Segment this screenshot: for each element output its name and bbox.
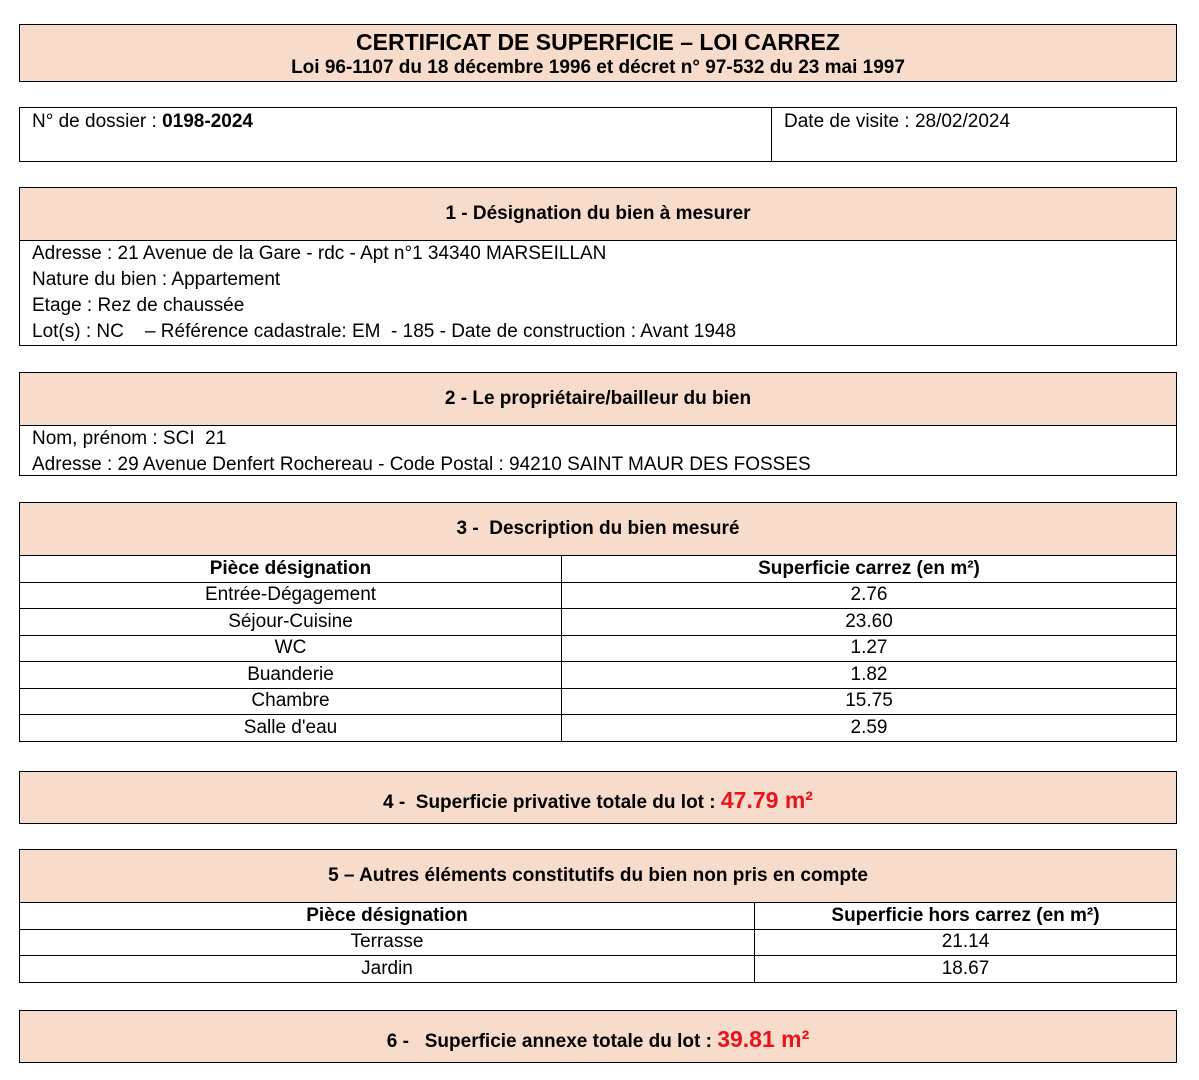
annex-total-value: 39.81 m² (717, 1026, 810, 1052)
section-private-total (19, 771, 1177, 824)
section-2-body (20, 426, 1176, 478)
section-1-title: 1 - Désignation du bien à mesurer (20, 188, 1176, 241)
section-description (19, 502, 1177, 555)
owner-name: Nom, prénom : SCI 21 (32, 428, 227, 449)
table-row (20, 635, 1177, 662)
room-name: Buanderie (20, 662, 562, 689)
visit-date: Date de visite : 28/02/2024 (784, 111, 1011, 132)
table-row (20, 609, 1177, 636)
room-area: 15.75 (562, 688, 1177, 715)
room-name: Chambre (20, 688, 562, 715)
room-area: 2.76 (562, 582, 1177, 609)
column-header: Pièce désignation (20, 556, 562, 583)
property-floor: Etage : Rez de chaussée (32, 295, 245, 316)
property-nature: Nature du bien : Appartement (32, 269, 281, 290)
section-3-title: 3 - Description du bien mesuré (456, 518, 740, 539)
section-other-elements (19, 849, 1177, 902)
visit-date-cell (772, 108, 1176, 161)
table-header-row (20, 556, 1177, 583)
dossier-number: 0198-2024 (162, 111, 253, 132)
table-row (20, 715, 1177, 742)
section-designation (19, 187, 1177, 346)
property-address: Adresse : 21 Avenue de la Gare - rdc - Apt n°1 34340 MARSEILLAN (32, 243, 607, 264)
room-area: 21.14 (755, 929, 1177, 956)
room-name: Salle d'eau (20, 715, 562, 742)
section-1-body (20, 241, 1176, 345)
room-area: 18.67 (755, 956, 1177, 983)
column-header: Superficie carrez (en m²) (562, 556, 1177, 583)
property-lot-cadastre: Lot(s) : NC – Référence cadastrale: EM - 185 - Date de construction : Avant 1948 (32, 321, 737, 342)
annex-total-label: 6 - Superficie annexe totale du lot : (386, 1031, 718, 1052)
table-header-row (20, 903, 1177, 930)
section-2-title: 2 - Le propriétaire/bailleur du bien (20, 373, 1176, 426)
room-area: 1.82 (562, 662, 1177, 689)
section-5-title: 5 – Autres éléments constitutifs du bien non pris en compte (328, 865, 868, 886)
private-total-label: 4 - Superficie privative totale du lot : (383, 792, 721, 813)
carrez-rooms-table (19, 555, 1177, 742)
owner-address: Adresse : 29 Avenue Denfert Rochereau - Code Postal : 94210 SAINT MAUR DES FOSSES (32, 454, 811, 475)
table-row (20, 582, 1177, 609)
room-name: Séjour-Cuisine (20, 609, 562, 636)
room-area: 2.59 (562, 715, 1177, 742)
section-annex-total (19, 1010, 1177, 1063)
room-area: 1.27 (562, 635, 1177, 662)
certificate-header (19, 24, 1177, 82)
table-row (20, 688, 1177, 715)
private-total-value: 47.79 m² (720, 787, 813, 813)
room-name: Entrée-Dégagement (20, 582, 562, 609)
dossier-number-cell (20, 108, 772, 161)
certificate-title: CERTIFICAT DE SUPERFICIE – LOI CARREZ (356, 29, 840, 55)
certificate-subtitle: Loi 96-1107 du 18 décembre 1996 et décret n° 97-532 du 23 mai 1997 (291, 57, 905, 78)
room-name: Terrasse (20, 929, 755, 956)
column-header: Superficie hors carrez (en m²) (755, 903, 1177, 930)
table-row (20, 662, 1177, 689)
room-name: WC (20, 635, 562, 662)
section-owner (19, 372, 1177, 476)
dossier-label: N° de dossier : (32, 111, 163, 132)
dossier-info (19, 107, 1177, 162)
non-carrez-table (19, 902, 1177, 983)
table-row (20, 956, 1177, 983)
table-row (20, 929, 1177, 956)
room-area: 23.60 (562, 609, 1177, 636)
room-name: Jardin (20, 956, 755, 983)
column-header: Pièce désignation (20, 903, 755, 930)
